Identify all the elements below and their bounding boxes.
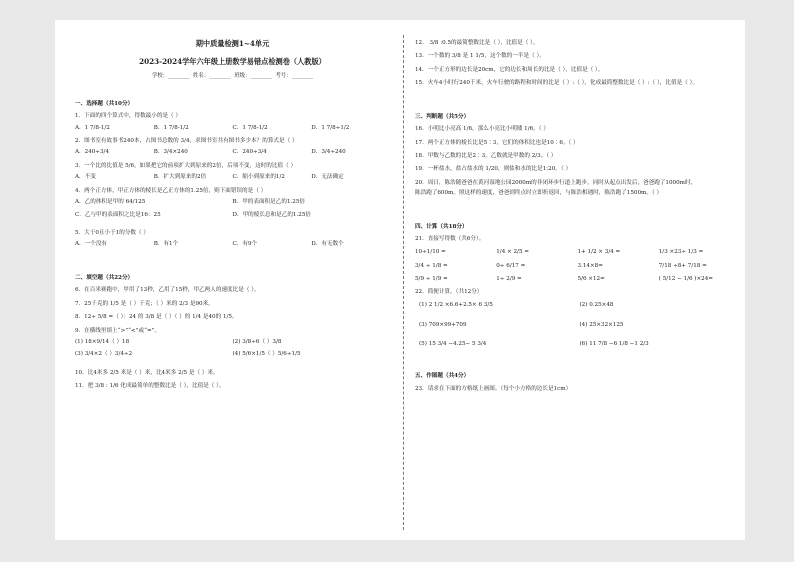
calc-item[interactable]: 3/4 ÷ 1/8 = bbox=[415, 262, 448, 269]
option[interactable]: A．1 7/8-1/2 bbox=[75, 124, 110, 131]
calc-item[interactable]: 0÷ 6/17 = bbox=[496, 262, 526, 269]
calc-item[interactable]: 1/3 ×23÷ 1/3 = bbox=[658, 249, 704, 256]
question-9: 9．在横线里填上“>”“<”或“=”。 bbox=[75, 327, 161, 334]
compare-item[interactable]: (2) 3/8÷6（ ）3/8 bbox=[232, 338, 282, 345]
option[interactable]: C．1 7/8-1/2 bbox=[232, 124, 268, 131]
right-column bbox=[415, 40, 740, 399]
calc-item[interactable]: (1) 2 1/2 ×6.6+2.5× 6 3/5 bbox=[419, 302, 493, 309]
option[interactable]: C．乙与甲的表面积之比是16：25 bbox=[75, 211, 161, 218]
question-7: 7．25千克的 1/5 是（ ）千克；（ ）米的 2/3 是90米。 bbox=[75, 300, 214, 307]
option[interactable]: B．有1个 bbox=[153, 241, 179, 248]
question-3: 3．一个比的比值是 5/6，如果把它的前项扩大到原来的2倍，后项不变，这时的比值（ ） bbox=[75, 162, 297, 169]
question-4: 4．两个正方体，甲正方体的棱长是乙正方体的1.25倍，则下面错误的是（ ） bbox=[75, 187, 267, 194]
question-23: 23．请求在下面的方格纸上画图。（每个小方格的边长是1cm） bbox=[415, 385, 572, 392]
calc-item[interactable]: (5) 15 3/4 −4.25− 5 3/4 bbox=[419, 341, 487, 348]
option[interactable]: B．3/4×240 bbox=[153, 149, 188, 156]
calc-item[interactable]: (4) 25×32×125 bbox=[579, 321, 624, 328]
calc-item[interactable]: (6) 11 7/8 −6 1/8 −1 2/3 bbox=[579, 341, 649, 348]
page-title: 期中质量检测1~4单元 bbox=[195, 39, 270, 48]
question-14: 14．一个正方形的边长是20cm，它的边长和周长的比是（ ），比值是（ ）。 bbox=[415, 66, 604, 73]
question-11: 11．把 3/8 : 1/6 化成最简单的整数比是（ ），比值是（ ）。 bbox=[75, 383, 225, 390]
exam-number-field[interactable]: 考号：________ bbox=[275, 72, 314, 79]
option[interactable]: A．240÷3/4 bbox=[75, 149, 109, 156]
class-field[interactable]: 班级：________ bbox=[234, 72, 272, 79]
section-drawing: 五、作图题（共4分） bbox=[415, 373, 470, 380]
section-calculation: 四、计算（共18分） bbox=[415, 223, 468, 230]
question-2-options bbox=[75, 149, 390, 155]
question-3-options bbox=[75, 174, 390, 180]
option[interactable]: C．缩小到原来的1/2 bbox=[232, 174, 285, 181]
left-column bbox=[75, 40, 390, 397]
compare-item[interactable]: (1) 18×9/14（ ）18 bbox=[75, 338, 130, 345]
option[interactable]: B．甲的表面积是乙的1.25倍 bbox=[232, 199, 306, 206]
question-1: 1．下面的四个算式中，得数最小的是（ ） bbox=[75, 113, 182, 120]
option[interactable]: D．1 7/8÷1/2 bbox=[311, 124, 350, 131]
option[interactable]: D．有无数个 bbox=[311, 241, 344, 248]
option[interactable]: D．甲的棱长总和是乙的1.25倍 bbox=[232, 211, 311, 218]
question-22: 22．简便计算。（共12分） bbox=[415, 288, 483, 295]
calc-item[interactable]: ( 5/12 − 1/6 )×24= bbox=[658, 276, 713, 283]
calc-item[interactable]: 5/6 ×12= bbox=[577, 276, 605, 283]
option[interactable]: C．有9个 bbox=[232, 241, 258, 248]
column-divider bbox=[403, 35, 404, 530]
calc-item[interactable]: (2) 0.25×48 bbox=[579, 302, 614, 309]
compare-item[interactable]: (3) 3/4×2（ ）3/4÷2 bbox=[75, 351, 133, 358]
question-16: 16．小明比小亮高 1/6，那么小亮比小明矮 1/6。（ ） bbox=[415, 126, 549, 133]
section-choice: 一、选择题（共10分） bbox=[75, 100, 134, 107]
question-2: 2．图书室有故事书240本，占图书总数的 3/4，求图书室共有图书多少本？的算式是（ ） bbox=[75, 138, 298, 145]
question-19: 19．一杯盐水，盐占盐水的 1/20，则盐和水的比是1:20。（ ） bbox=[415, 166, 572, 173]
option[interactable]: A．一个没有 bbox=[75, 241, 108, 248]
option[interactable]: C．240÷3/4 bbox=[232, 149, 267, 156]
question-13: 13．一个数的 3/8 是 1 1/5，这个数的一半是（ ）。 bbox=[415, 53, 545, 60]
question-1-options bbox=[75, 125, 390, 131]
page-subtitle: 2023-2024学年六年级上册数学易错点检测卷（人教版） bbox=[139, 57, 326, 67]
question-18: 18．甲数与乙数的比是2∶3，乙数就是甲数的 2/3。（ ） bbox=[415, 152, 557, 159]
calc-item[interactable]: 7/18 ÷8+ 7/18 = bbox=[658, 262, 707, 269]
question-21: 21．直接写得数（共6分）。 bbox=[415, 236, 485, 243]
compare-item[interactable]: (4) 5/6×1/5（ ）5/6÷1/5 bbox=[232, 351, 301, 358]
question-4-options bbox=[75, 199, 390, 224]
question-10: 10．比4米多 2/5 米是（ ）米，比4米多 2/5 是（ ）米。 bbox=[75, 369, 219, 376]
question-6: 6．在百米赛跑中，甲用了13秒，乙用了15秒，甲乙两人的速度比是（ ）。 bbox=[75, 287, 260, 294]
simplify-calc-grid bbox=[415, 302, 740, 347]
option[interactable]: B．1 7/8-1/2 bbox=[153, 124, 189, 131]
calc-item[interactable]: 3.14×8= bbox=[577, 262, 603, 269]
option[interactable]: D．3/4÷240 bbox=[311, 149, 346, 156]
question-20-line-2: 陈浩跑了600m。照这样的速度，爸爸到终点时立即折返回，与陈浩相遇时，陈浩跑了1500m。（ ） bbox=[415, 190, 663, 197]
section-judge: 三、判断题（共5分） bbox=[415, 113, 470, 120]
question-9-items bbox=[75, 339, 390, 364]
calc-item[interactable]: (3) 709×99+709 bbox=[419, 321, 467, 328]
question-17: 17．两个正方体的棱长比是5∶3，它们的体积比也是10∶6。（ ） bbox=[415, 139, 579, 146]
calc-item[interactable]: 1/4 × 2/5 = bbox=[496, 249, 529, 256]
calc-item[interactable]: 1÷ 2/9 = bbox=[496, 276, 522, 283]
quick-calc-grid bbox=[415, 249, 740, 282]
question-20-line-1: 20．周日，陈浩随爸爸在黄河湿地公园2000m的非闭环步行道上跑步。同时从起点出发后，爸爸跑了1000m时， bbox=[415, 179, 697, 186]
calc-item[interactable]: 5/9 ÷ 1/9 = bbox=[415, 276, 448, 283]
question-15: 15．火车4小时行240千米，火车行驶的路程和时间的比是（ ）:（ ），化成最简整数比是（ ）:（ ），比值是（ ）。 bbox=[415, 80, 698, 87]
section-fill-blank: 二、填空题（共22分） bbox=[75, 274, 134, 281]
option[interactable]: A．乙的体积是甲的 64/125 bbox=[75, 199, 146, 206]
name-field[interactable]: 姓名：________ bbox=[193, 72, 231, 79]
question-8: 8．12÷ 5/8 =（ ）：24 的 3/8 是（ ）（ ）的 1/4 是40的 1/5。 bbox=[75, 314, 238, 321]
option[interactable]: B．扩大到原来的2倍 bbox=[153, 174, 207, 181]
exam-sheet bbox=[55, 20, 745, 540]
calc-item[interactable]: 10÷1/10 = bbox=[415, 249, 446, 256]
option[interactable]: D．无法确定 bbox=[311, 174, 344, 181]
question-12: 12． 3/8 :0.5的最简整数比是（ ），比值是（ ）。 bbox=[415, 40, 539, 46]
calc-item[interactable]: 1+ 1/2 × 3/4 = bbox=[577, 249, 621, 256]
option[interactable]: A．不变 bbox=[75, 174, 96, 181]
question-5: 5．大于0且小于1的分数（ ） bbox=[75, 229, 149, 236]
school-field[interactable]: 学校：________ bbox=[151, 72, 190, 79]
question-5-options bbox=[75, 241, 390, 247]
